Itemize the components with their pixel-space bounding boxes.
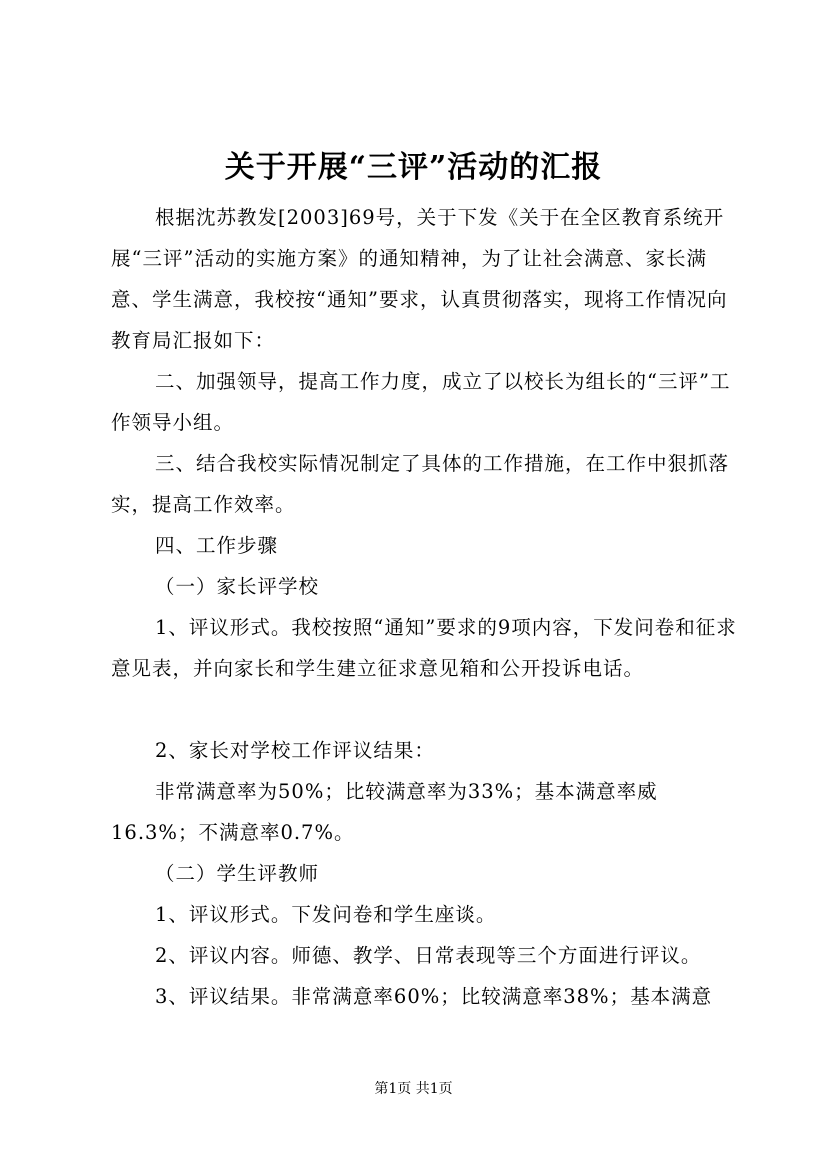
paragraph-steps-heading: 四、工作步骤: [155, 534, 279, 557]
document-title: 关于开展“三评”活动的汇报: [224, 150, 603, 185]
paragraph-students-result: 3、评议结果。非常满意率60%；比较满意率38%；基本满意: [155, 985, 713, 1008]
paragraph-students-form: 1、评议形式。下发问卷和学生座谈。: [155, 903, 497, 926]
paragraph-parents-result-heading: 2、家长对学校工作评议结果：: [155, 739, 435, 762]
paragraph-intro: 根据沈苏教发[2003]69号，关于下发《关于在全区教育系统开展“三评”活动的实施方案》的通知精神，为了让社会满意、家长满意、学生满意，我校按“通知”要求，认真贯彻落实，现将工作情况向教育局汇报如下：: [111, 206, 728, 352]
paragraph-parents-heading: （一）家长评学校: [155, 575, 320, 598]
paragraph-leadership: 二、加强领导，提高工作力度，成立了以校长为组长的“三评”工作领导小组。: [111, 370, 731, 434]
page-footer: 第1页 共1页: [374, 1081, 453, 1097]
paragraph-measures: 三、结合我校实际情况制定了具体的工作措施，在工作中狠抓落实，提高工作效率。: [111, 452, 730, 516]
paragraph-parents-result: 非常满意率为50%；比较满意率为33%；基本满意率威16.3%；不满意率0.7%。: [111, 780, 658, 844]
paragraph-students-content: 2、评议内容。师德、教学、日常表现等三个方面进行评议。: [155, 944, 702, 967]
paragraph-students-heading: （二）学生评教师: [155, 862, 320, 885]
paragraph-parents-form: 1、评议形式。我校按照“通知”要求的9项内容，下发问卷和征求意见表，并向家长和学生建立征求意见箱和公开投诉电话。: [111, 616, 737, 680]
